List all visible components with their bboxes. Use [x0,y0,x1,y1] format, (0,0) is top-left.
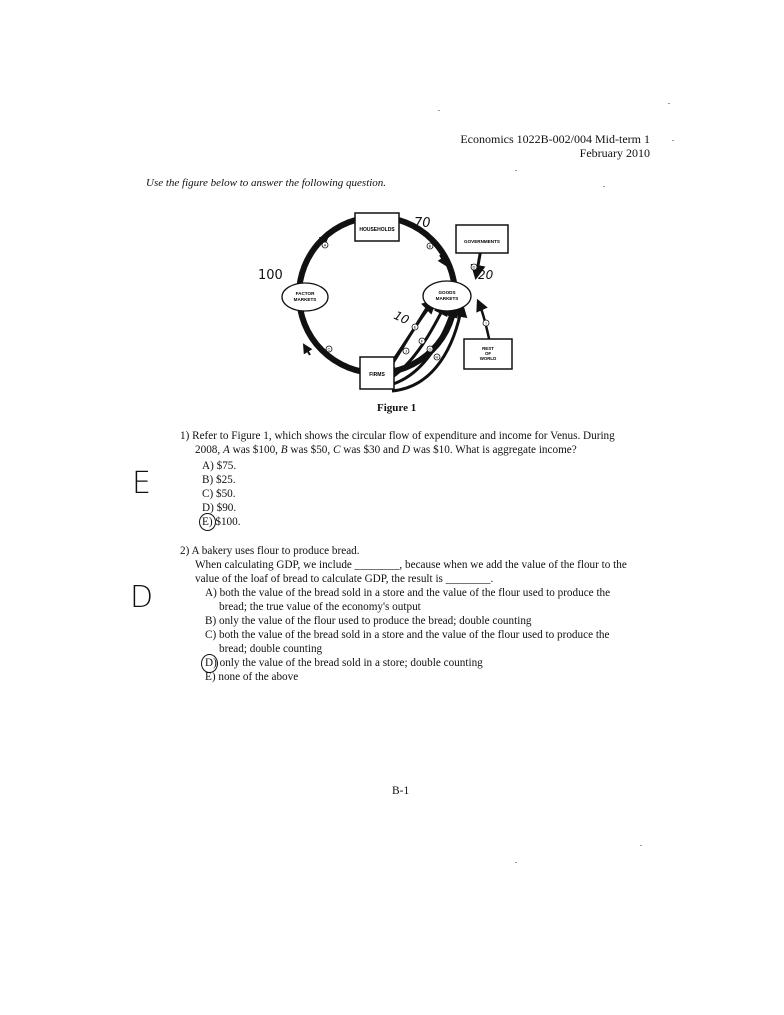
figure-caption: Figure 1 [377,402,417,414]
q2-stem-line1: 2) A bakery uses flour to produce bread. [180,545,360,557]
flow-letter-f: F [420,338,424,344]
scan-speck [515,862,517,863]
q2-option-a-cont: bread; the true value of the economy's output [219,601,421,613]
q2-option-e: E) none of the above [205,671,299,683]
flow-letter-i: I [485,320,487,326]
handwritten-100: 100 [258,268,283,283]
factor-markets-label-1: FACTOR [295,291,315,296]
flow-letter-h: H [435,354,439,360]
rest-of-world-label-2: OF [484,351,492,356]
q1-option-a: A) $75. [202,460,237,472]
q2-option-a: A) both the value of the bread sold in a store and the value of the flour used to produce the [205,587,611,599]
q1-handwritten-answer: E [132,466,151,501]
question-2 [180,544,660,694]
flow-letter-b: B [428,243,432,249]
scan-speck [515,170,517,171]
rest-of-world-label-1: REST [482,346,494,351]
q2-answer-circle [201,654,218,673]
flow-letter-c: C [327,346,331,352]
goods-markets-label-2: MARKETS [435,296,459,301]
flow-letter-e: E [413,324,417,330]
handwritten-20: 20 [478,268,494,282]
q2-stem-line2: When calculating GDP, we include ________, because when we add the value of the flour to the [195,559,627,571]
flow-letter-a: A [323,242,327,248]
scan-speck [672,140,674,141]
header-date: February 2010 [579,146,650,160]
factor-markets-label-2: MARKETS [293,297,317,302]
rest-of-world-label-3: WORLD [479,356,497,361]
scan-speck [438,110,440,111]
goods-markets-label-1: GOODS [438,290,456,295]
governments-label: GOVERNMENTS [464,239,500,244]
households-label: HOUSEHOLDS [359,227,395,233]
q2-option-c: C) both the value of the bread sold in a store and the value of the flour used to produce the [205,629,610,641]
q2-option-c-cont: bread; double counting [219,643,323,655]
q1-option-e: E) $100. [202,516,241,528]
scan-speck [640,845,642,846]
q1-stem-line2: 2008, A was $100, B was $50, C was $30 and D was $10. What is aggregate income? [195,444,577,456]
circular-flow-figure [250,205,530,405]
scan-speck [603,186,605,187]
handwritten-10: 10 [391,308,412,328]
q1-option-c: C) $50. [202,488,236,500]
q1-answer-circle [199,513,216,531]
q2-handwritten-answer: D [130,580,154,615]
handwritten-70: 70 [414,216,431,231]
q1-option-b: B) $25. [202,474,236,486]
page-number: B-1 [392,785,410,797]
scan-speck [668,103,670,104]
q2-option-b: B) only the value of the flour used to produce the bread; double counting [205,615,532,627]
q1-stem-line1: 1) Refer to Figure 1, which shows the circular flow of expenditure and income for Venus. During [180,430,615,442]
q2-stem-line3: value of the loaf of bread to calculate GDP, the result is ________. [195,573,494,585]
q2-option-d: D) only the value of the bread sold in a store; double counting [205,657,483,669]
question-1 [180,429,650,539]
firms-label: FIRMS [369,372,385,378]
flow-letter-d: D [472,264,476,270]
flow-letter-g: G [428,346,432,352]
q1-option-d: D) $90. [202,502,237,514]
flow-letter-j: J [405,348,407,354]
figure-instruction: Use the figure below to answer the following question. [146,177,387,189]
header-course: Economics 1022B-002/004 Mid-term 1 [460,132,650,146]
